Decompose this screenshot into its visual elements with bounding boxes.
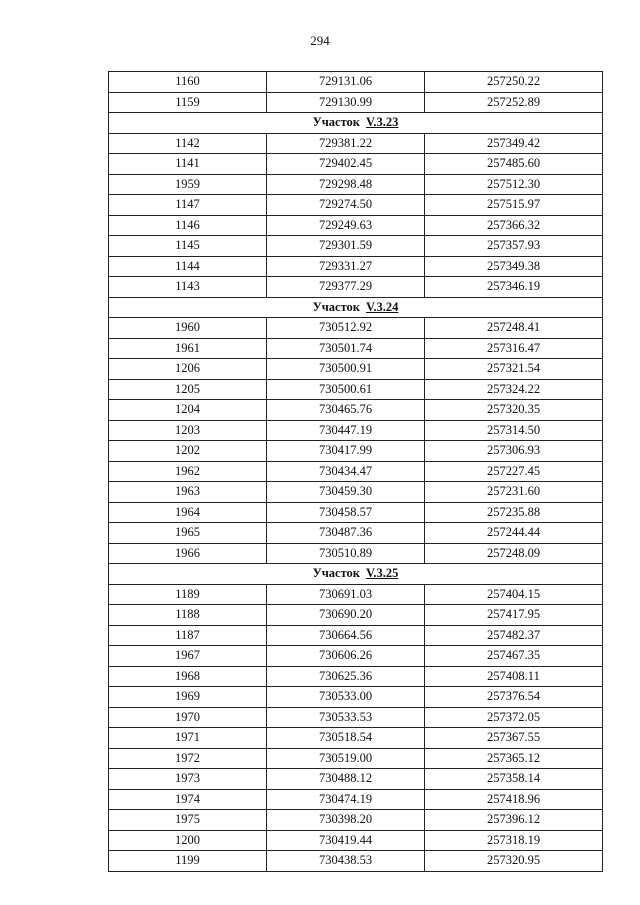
y-coordinate-cell: 257366.32	[425, 215, 603, 236]
point-number-cell: 1961	[109, 338, 267, 359]
point-number-cell: 1969	[109, 687, 267, 708]
point-number-cell: 1206	[109, 359, 267, 380]
y-coordinate-cell: 257320.95	[425, 851, 603, 872]
point-number-cell: 1959	[109, 174, 267, 195]
point-number-cell: 1144	[109, 256, 267, 277]
y-coordinate-cell: 257512.30	[425, 174, 603, 195]
x-coordinate-cell: 730664.56	[267, 625, 425, 646]
table-row	[109, 646, 603, 667]
x-coordinate-cell: 729131.06	[267, 72, 425, 93]
table-row	[109, 523, 603, 544]
y-coordinate-cell: 257376.54	[425, 687, 603, 708]
y-coordinate-cell: 257306.93	[425, 441, 603, 462]
section-label: Участок	[312, 299, 361, 314]
x-coordinate-cell: 730606.26	[267, 646, 425, 667]
table-row	[109, 338, 603, 359]
point-number-cell: 1200	[109, 830, 267, 851]
point-number-cell: 1160	[109, 72, 267, 93]
point-number-cell: 1203	[109, 420, 267, 441]
x-coordinate-cell: 730690.20	[267, 605, 425, 626]
table-row	[109, 256, 603, 277]
section-id: V.3.23	[366, 115, 399, 130]
section-label: Участок	[312, 115, 361, 130]
y-coordinate-cell: 257357.93	[425, 236, 603, 257]
x-coordinate-cell: 730691.03	[267, 584, 425, 605]
x-coordinate-cell: 729402.45	[267, 154, 425, 175]
table-row	[109, 543, 603, 564]
x-coordinate-cell: 729377.29	[267, 277, 425, 298]
point-number-cell: 1967	[109, 646, 267, 667]
point-number-cell: 1964	[109, 502, 267, 523]
y-coordinate-cell: 257408.11	[425, 666, 603, 687]
y-coordinate-cell: 257396.12	[425, 810, 603, 831]
y-coordinate-cell: 257346.19	[425, 277, 603, 298]
y-coordinate-cell: 257482.37	[425, 625, 603, 646]
x-coordinate-cell: 730533.53	[267, 707, 425, 728]
y-coordinate-cell: 257349.38	[425, 256, 603, 277]
y-coordinate-cell: 257314.50	[425, 420, 603, 441]
x-coordinate-cell: 730417.99	[267, 441, 425, 462]
x-coordinate-cell: 730474.19	[267, 789, 425, 810]
table-row	[109, 92, 603, 113]
y-coordinate-cell: 257372.05	[425, 707, 603, 728]
section-id: V.3.24	[366, 299, 399, 314]
point-number-cell: 1142	[109, 133, 267, 154]
x-coordinate-cell: 729130.99	[267, 92, 425, 113]
point-number-cell: 1974	[109, 789, 267, 810]
point-number-cell: 1970	[109, 707, 267, 728]
x-coordinate-cell: 730447.19	[267, 420, 425, 441]
table-row	[109, 195, 603, 216]
point-number-cell: 1189	[109, 584, 267, 605]
point-number-cell: 1962	[109, 461, 267, 482]
x-coordinate-cell: 730398.20	[267, 810, 425, 831]
table-row	[109, 584, 603, 605]
y-coordinate-cell: 257358.14	[425, 769, 603, 790]
y-coordinate-cell: 257349.42	[425, 133, 603, 154]
y-coordinate-cell: 257367.55	[425, 728, 603, 749]
point-number-cell: 1204	[109, 400, 267, 421]
x-coordinate-cell: 730533.00	[267, 687, 425, 708]
point-number-cell: 1972	[109, 748, 267, 769]
point-number-cell: 1199	[109, 851, 267, 872]
table-row	[109, 482, 603, 503]
y-coordinate-cell: 257320.35	[425, 400, 603, 421]
y-coordinate-cell: 257365.12	[425, 748, 603, 769]
x-coordinate-cell: 730434.47	[267, 461, 425, 482]
y-coordinate-cell: 257324.22	[425, 379, 603, 400]
table-row	[109, 687, 603, 708]
coordinates-table	[108, 71, 603, 872]
point-number-cell: 1975	[109, 810, 267, 831]
table-row	[109, 379, 603, 400]
y-coordinate-cell: 257418.96	[425, 789, 603, 810]
x-coordinate-cell: 729298.48	[267, 174, 425, 195]
point-number-cell: 1965	[109, 523, 267, 544]
table-row	[109, 769, 603, 790]
x-coordinate-cell: 730518.54	[267, 728, 425, 749]
point-number-cell: 1146	[109, 215, 267, 236]
table-row	[109, 277, 603, 298]
y-coordinate-cell: 257248.09	[425, 543, 603, 564]
point-number-cell: 1960	[109, 318, 267, 339]
section-header-row	[109, 564, 603, 585]
x-coordinate-cell: 730459.30	[267, 482, 425, 503]
section-header-cell	[109, 564, 603, 585]
section-header-row	[109, 113, 603, 134]
y-coordinate-cell: 257318.19	[425, 830, 603, 851]
point-number-cell: 1141	[109, 154, 267, 175]
x-coordinate-cell: 730419.44	[267, 830, 425, 851]
table-row	[109, 851, 603, 872]
table-row	[109, 625, 603, 646]
y-coordinate-cell: 257248.41	[425, 318, 603, 339]
table-row	[109, 236, 603, 257]
y-coordinate-cell: 257404.15	[425, 584, 603, 605]
point-number-cell: 1971	[109, 728, 267, 749]
section-label: Участок	[312, 566, 361, 581]
y-coordinate-cell: 257252.89	[425, 92, 603, 113]
x-coordinate-cell: 730512.92	[267, 318, 425, 339]
table-row	[109, 502, 603, 523]
point-number-cell: 1147	[109, 195, 267, 216]
y-coordinate-cell: 257244.44	[425, 523, 603, 544]
x-coordinate-cell: 730487.36	[267, 523, 425, 544]
point-number-cell: 1143	[109, 277, 267, 298]
table-row	[109, 666, 603, 687]
table-row	[109, 707, 603, 728]
point-number-cell: 1188	[109, 605, 267, 626]
y-coordinate-cell: 257227.45	[425, 461, 603, 482]
x-coordinate-cell: 730500.91	[267, 359, 425, 380]
table-row	[109, 441, 603, 462]
x-coordinate-cell: 730519.00	[267, 748, 425, 769]
point-number-cell: 1205	[109, 379, 267, 400]
y-coordinate-cell: 257316.47	[425, 338, 603, 359]
point-number-cell: 1968	[109, 666, 267, 687]
section-header-cell	[109, 297, 603, 318]
table-row	[109, 728, 603, 749]
x-coordinate-cell: 730438.53	[267, 851, 425, 872]
point-number-cell: 1973	[109, 769, 267, 790]
y-coordinate-cell: 257417.95	[425, 605, 603, 626]
y-coordinate-cell: 257250.22	[425, 72, 603, 93]
x-coordinate-cell: 730488.12	[267, 769, 425, 790]
table-row	[109, 72, 603, 93]
table-row	[109, 420, 603, 441]
x-coordinate-cell: 729249.63	[267, 215, 425, 236]
x-coordinate-cell: 730465.76	[267, 400, 425, 421]
coordinates-table-body	[109, 72, 603, 872]
table-row	[109, 215, 603, 236]
table-row	[109, 359, 603, 380]
x-coordinate-cell: 730625.36	[267, 666, 425, 687]
point-number-cell: 1963	[109, 482, 267, 503]
table-row	[109, 605, 603, 626]
table-row	[109, 461, 603, 482]
y-coordinate-cell: 257235.88	[425, 502, 603, 523]
y-coordinate-cell: 257231.60	[425, 482, 603, 503]
table-row	[109, 318, 603, 339]
y-coordinate-cell: 257321.54	[425, 359, 603, 380]
table-row	[109, 789, 603, 810]
point-number-cell: 1145	[109, 236, 267, 257]
table-row	[109, 133, 603, 154]
point-number-cell: 1966	[109, 543, 267, 564]
x-coordinate-cell: 729331.27	[267, 256, 425, 277]
x-coordinate-cell: 729381.22	[267, 133, 425, 154]
x-coordinate-cell: 730501.74	[267, 338, 425, 359]
x-coordinate-cell: 730510.89	[267, 543, 425, 564]
point-number-cell: 1202	[109, 441, 267, 462]
table-row	[109, 830, 603, 851]
x-coordinate-cell: 730500.61	[267, 379, 425, 400]
section-header-row	[109, 297, 603, 318]
y-coordinate-cell: 257467.35	[425, 646, 603, 667]
table-row	[109, 400, 603, 421]
x-coordinate-cell: 729274.50	[267, 195, 425, 216]
table-row	[109, 748, 603, 769]
point-number-cell: 1159	[109, 92, 267, 113]
x-coordinate-cell: 729301.59	[267, 236, 425, 257]
table-row	[109, 154, 603, 175]
x-coordinate-cell: 730458.57	[267, 502, 425, 523]
table-row	[109, 174, 603, 195]
y-coordinate-cell: 257515.97	[425, 195, 603, 216]
section-header-cell	[109, 113, 603, 134]
table-row	[109, 810, 603, 831]
point-number-cell: 1187	[109, 625, 267, 646]
page-number: 294	[310, 33, 330, 48]
section-id: V.3.25	[366, 566, 399, 581]
y-coordinate-cell: 257485.60	[425, 154, 603, 175]
